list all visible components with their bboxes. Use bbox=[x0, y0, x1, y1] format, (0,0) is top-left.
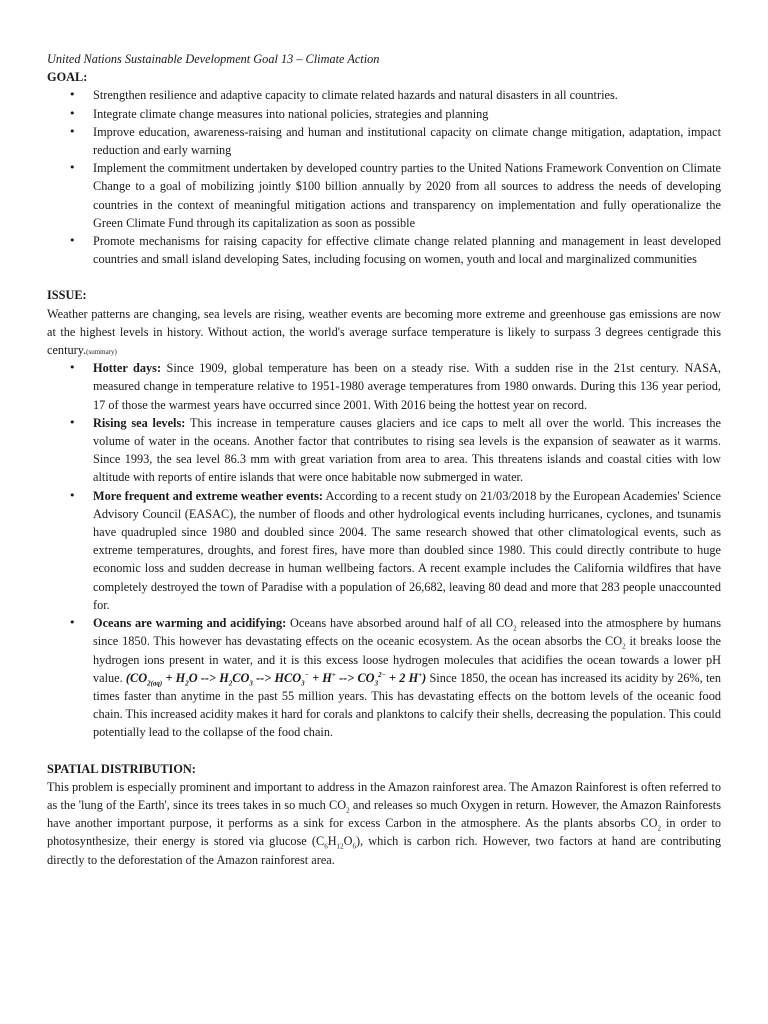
goal-heading: GOAL: bbox=[47, 70, 88, 85]
spatial-paragraph: This problem is especially prominent and important to address in the Amazon rainforest area. The Amazon Rainforest is often referred to as the 'lung of the Earth', since its trees takes in so much $CO_2$ and releases so much Oxygen in return. However, the Amazon Rainforests have another important purpose, it performs as a sink for excess Carbon in the atmosphere. As the plants absorbs $CO_2$ in order to photosynthesize, their energy is stored via glucose $(C_6H_{12}O_6)$, which is carbon rich. However, two factors at hand are contributing directly to the deforestation of the Amazon rainforest area. bbox=[47, 779, 722, 867]
issue-intro: Weather patterns are changing, sea levels are rising, weather events are becoming more extreme and greenhouse gas emissions are now at the highest levels in history. Without action, the world's average surface temperature is likely to surpass 3 degrees centigrade this century.(summary) bbox=[47, 306, 721, 358]
issue-heading: ISSUE: bbox=[47, 288, 87, 303]
goal-item: • Integrate climate change measures into national policies, strategies and planning bbox=[47, 105, 721, 123]
goal-item: • Improve education, awareness-raising and human and institutional capacity on climate change mitigation, adaptation, impact reduction and early warning bbox=[47, 123, 721, 159]
goal-item: • Promote mechanisms for raising capacity for effective climate change related planning and management in least developed countries and small island developing Sates, including focusing on women, youth and local and marginalized communities bbox=[47, 232, 721, 268]
document-page bbox=[47, 50, 721, 869]
goal-list bbox=[47, 86, 721, 268]
issue-item-rising-sea-levels: • Rising sea levels: This increase in temperature causes glaciers and ice caps to melt all over the world. This increases the volume of water in the oceans. Another factor that contributes to rising sea levels is the expansion of seawater as it warms. Since 1993, the sea level 86.3 mm with great variation from area to area. This threatens islands and coastal cities with low altitude with reports of entire islands that were once habitable now submerged in water. bbox=[47, 414, 721, 487]
issue-item-hotter-days: • Hotter days: Since 1909, global temperature has been on a steady rise. With a sudden rise in the 21st century. NASA, measured change in temperature relative to 1951-1980 average temperatures from 1980 onwards. During this 136 year period, 17 of those the warmest years have occurred since 2001. With 2016 being the hottest year on record. bbox=[47, 359, 721, 414]
acidification-equation: ($CO_{2(aq)} + H_2O$ --> $H_2CO_3$ --> $HCO_3^- + H^+$ --> $CO_3^{2-} + 2$ H+) bbox=[125, 670, 427, 688]
goal-item: • Strengthen resilience and adaptive capacity to climate related hazards and natural disasters in all countries. bbox=[47, 86, 721, 104]
document-title: United Nations Sustainable Development Goal 13 – Climate Action bbox=[47, 52, 380, 66]
issue-item-oceans: • Oceans are warming and acidifying: Oceans have absorbed around half of all $CO_2$ released into the atmosphere by humans since 1850. This however has devastating effects on the oceanic ecosystem. As the ocean absorbs the $CO_2$ it breaks loose the hydrogen ions present in water, and it is this excess loose hydrogen molecules that acidifies the ocean towards a lower pH value. ($CO_{2(aq)} + H_2O$ --> $H_2CO_3$ --> $HCO_3^- + H^+$ --> $CO_3^{2-} + 2$ H+) Since 1850, the ocean has increased its acidity by 26%, ten times faster than anytime in the past 55 million years. This has devastating effects on the bottom levels of the oceanic food chain. This increased acidity makes it hard for corals and planktons to calcify their shells, decreasing the population. This could potentially lead to the collapse of the food chain. bbox=[47, 614, 721, 741]
issue-list bbox=[47, 359, 721, 741]
goal-item: • Implement the commitment undertaken by developed country parties to the United Nations Framework Convention on Climate Change to a goal of mobilizing jointly $100 billion annually by 2020 from all sources to address the needs of developing countries in the context of meaningful mitigation actions and transparency on implementation and fully operationalize the Green Climate Fund through its capitalization as soon as possible bbox=[47, 159, 721, 232]
spatial-heading: SPATIAL DISTRIBUTION: bbox=[47, 761, 196, 776]
issue-item-extreme-weather: • More frequent and extreme weather events: According to a recent study on 21/03/2018 by the European Academies' Science Advisory Council (EASAC), the number of floods and other hydrological events including hurricanes, cyclones, and tsunamis have quadrupled since 1980 and doubled since 2004. The same research showed that other climatological events, such as extreme temperatures, droughts, and forest fires, have more than doubled since 1980. This could directly contribute to huge economic loss and sudden decrease in human wellbeing factors. A recent example includes the California wildfires that have completely destroyed the town of Paradise with a population of 26,682, leaving 80 dead and more that 283 people unaccounted for. bbox=[47, 487, 721, 614]
summary-note: (summary) bbox=[86, 348, 117, 357]
